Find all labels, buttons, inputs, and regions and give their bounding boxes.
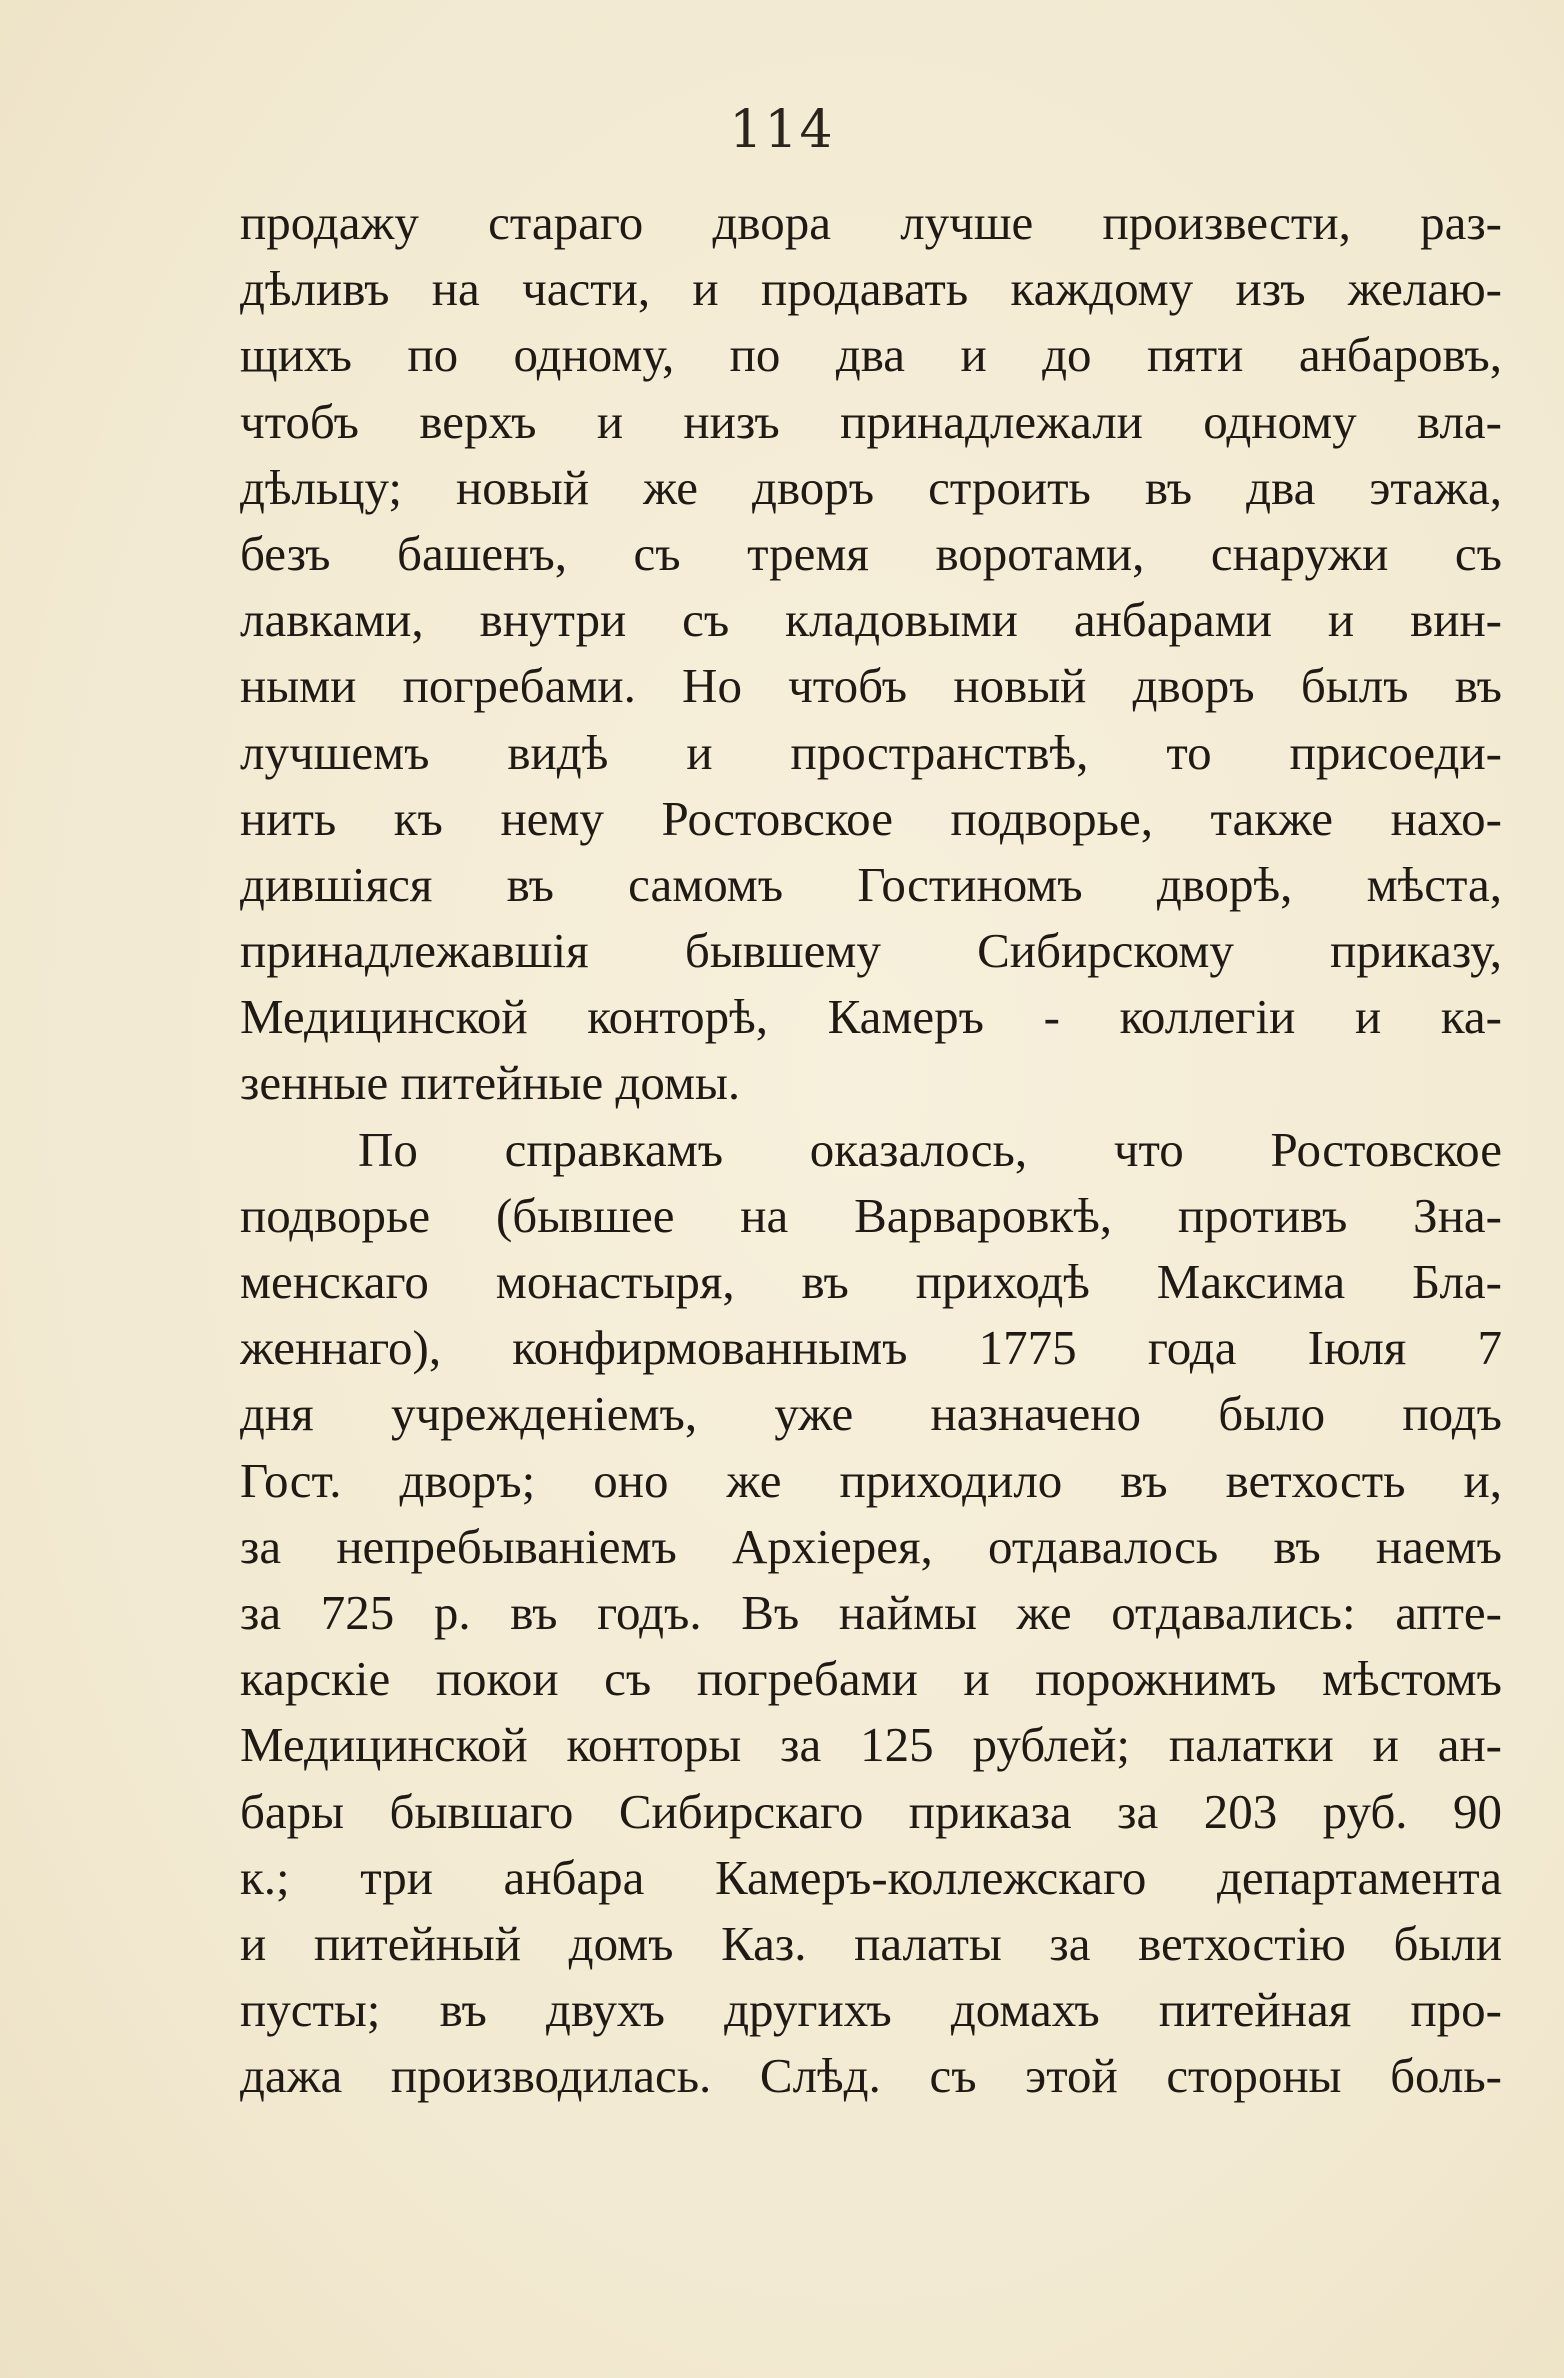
paragraph-end-line: зенные питейные домы. xyxy=(240,1055,741,1111)
paragraph-start-line: По справкамъ оказалось, что Ростовское xyxy=(358,1121,1502,1177)
text-line: продажу стараго двора лучше произвести, раз- xyxy=(240,195,1502,250)
body-text xyxy=(240,190,1502,2109)
text-line: лавками, внутри съ кладовыми анбарами и вин- xyxy=(240,592,1502,648)
text-line: и питейный домъ Каз. палаты за ветхостiю были xyxy=(240,1915,1502,1971)
text-line: Медицинской конторы за 125 рублей; палатки и ан- xyxy=(240,1717,1502,1773)
text-line: дившiяся въ самомъ Гостиномъ дворѣ, мѣста, xyxy=(240,856,1502,912)
text-line: дажа производилась. Слѣд. съ этой стороны боль- xyxy=(240,2048,1502,2104)
text-line: ными погребами. Но чтобъ новый дворъ былъ въ xyxy=(240,658,1502,714)
text-line: за непребыванiемъ Архiерея, отдавалось въ наемъ xyxy=(240,1518,1502,1574)
text-line: женнаго), конфирмованнымъ 1775 года Iюля 7 xyxy=(240,1320,1502,1376)
page-number: 114 xyxy=(729,100,835,160)
text-line: к.; три анбара Камеръ-коллежскаго департамента xyxy=(240,1849,1502,1905)
text-line: лучшемъ видѣ и пространствѣ, то присоеди- xyxy=(240,724,1502,780)
text-line: Медицинской конторѣ, Камеръ - коллегiи и ка- xyxy=(240,989,1502,1045)
text-line: безъ башенъ, съ тремя воротами, снаружи съ xyxy=(240,525,1502,581)
text-line: подворье (бывшее на Варваровкѣ, противъ Зна- xyxy=(240,1187,1502,1243)
text-line: бары бывшаго Сибирскаго приказа за 203 руб. 90 xyxy=(240,1783,1502,1839)
text-line: нить къ нему Ростовское подворье, также нахо- xyxy=(240,790,1502,846)
text-line: дѣливъ на части, и продавать каждому изъ желаю- xyxy=(240,261,1502,317)
text-line: дѣльцу; новый же дворъ строить въ два этажа, xyxy=(240,459,1502,515)
text-line: принадлежавшiя бывшему Сибирскому приказу, xyxy=(240,923,1502,979)
text-line: чтобъ верхъ и низъ принадлежали одному вла- xyxy=(240,393,1502,449)
text-line: за 725 р. въ годъ. Въ наймы же отдавались: апте- xyxy=(240,1584,1502,1640)
text-line: Гост. дворъ; оно же приходило въ ветхость и, xyxy=(240,1452,1502,1508)
text-line: щихъ по одному, по два и до пяти анбаровъ, xyxy=(240,327,1502,383)
text-line: дня учрежденiемъ, уже назначено было подъ xyxy=(240,1386,1502,1442)
text-line: карскiе покои съ погребами и порожнимъ мѣстомъ xyxy=(240,1651,1502,1707)
text-line: пусты; въ двухъ другихъ домахъ питейная про- xyxy=(240,1982,1502,2038)
text-line: менскаго монастыря, въ приходѣ Максима Бла- xyxy=(240,1254,1502,1309)
